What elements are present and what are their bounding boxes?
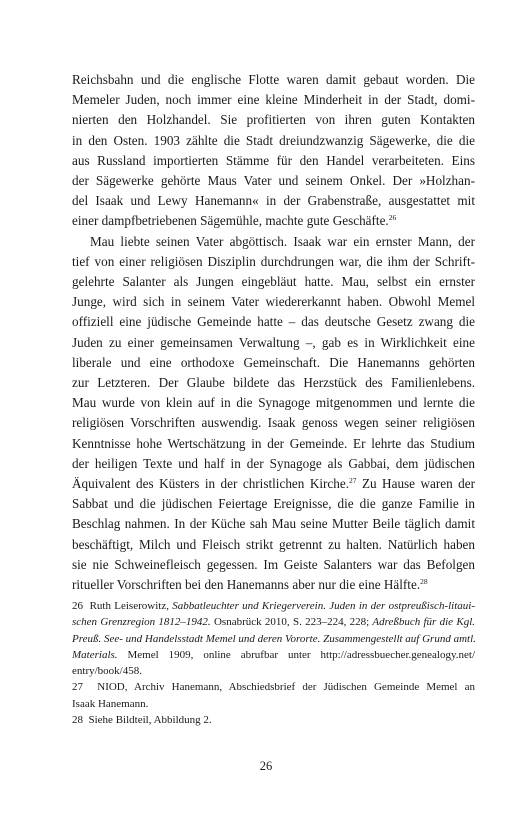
text-line: gelehrte Salanter als Jungen eingebläut hatte. Mau, selbst ein ernster (72, 274, 475, 290)
text-line: del Isaak und Lewy Hanemann« in der Grabenstraße, ausgestattet mit (72, 193, 475, 209)
text-line (72, 575, 475, 595)
text-line: Junge, wird sich in seinem Vater wiedererkannt haben. Obwohl Memel (72, 294, 475, 310)
text-fragment: Sabbatleuchter und Kriegerverein. Juden in der ostpreußisch-litaui- (172, 600, 475, 612)
footnote-ref[interactable]: 28 (420, 577, 428, 587)
text-fragment: Adreßbuch für die Kgl. (369, 616, 476, 629)
text-line (72, 474, 475, 494)
paragraph-2 (72, 232, 475, 596)
text-line: nierten den Holzhandel. Sie profitierten von ihren guten Kontakten (72, 112, 475, 128)
text-line (72, 631, 475, 647)
footnote-28 (72, 712, 475, 728)
text-fragment: Osnabrück 2010, S. 223–224, 228; (210, 616, 370, 629)
text-line (72, 679, 475, 695)
text-line: Memeler Juden, noch immer eine kleine Minderheit in der Stadt, domi- (72, 92, 475, 108)
text-line: Sabbat und die jüdischen Feiertage Ereignisse, die die ganze Familie in (72, 496, 475, 512)
text-line (72, 211, 475, 231)
text-line: sie nie Schweinefleisch gegessen. Im Geiste Salanters war das Befolgen (72, 556, 475, 572)
text-line[interactable]: entry/book/458. (72, 665, 142, 678)
text-line: religiösen Vorschriften auswendig. Isaak genoss wegen seiner religiösen (72, 415, 475, 431)
text-fragment: Materials. (72, 648, 118, 661)
text-line: Mau wurde von klein auf in die Synagoge mitgenommen und lernte die (72, 395, 475, 411)
text-line: der heiligen Texte und half in der Synagoge als Gabbai, dem jüdischen (72, 455, 475, 471)
page-number: 26 (259, 759, 273, 773)
paragraph-1 (72, 70, 475, 232)
text-line: Mau liebte seinen Vater abgöttisch. Isaak war ein ernster Mann, der (90, 233, 475, 249)
footnote-26 (72, 598, 475, 679)
text-line (72, 614, 475, 630)
text-line: aus Russland importierten Stämme für den Handel verarbeiteten. Eins (72, 152, 475, 168)
text-line: Kenntnisse hohe Wertschätzung in der Gemeinde. Er lehrte das Studium (72, 435, 475, 451)
footnote-number: 27 (72, 681, 83, 694)
main-text (72, 70, 475, 595)
text-line (72, 712, 475, 728)
text-fragment: schen Grenzregion 1812–1942. (72, 616, 211, 629)
text-line: tief von einer religiösen Disziplin durchdrungen war, die ihm der Schrift- (72, 253, 475, 269)
text-line: Reichsbahn und die englische Flotte waren damit gebaut worden. Die (72, 72, 475, 87)
text-line: in den Osten. 1903 zählte die Stadt dreiundzwanzig Sägewerke, die die (72, 132, 475, 148)
text-fragment: ritueller Vorschriften bei den Hanemanns aber nur die eine Hälfte. (72, 577, 421, 593)
text-fragment: einer dampfbetriebenen Sägemühle, machte gute Geschäfte. (72, 213, 389, 229)
footnotes (72, 598, 475, 728)
text-fragment[interactable]: Memel 1909, online abrufbar unter http://adressbuecher.genealogy.net/ (117, 648, 475, 661)
footnote-number: 28 (72, 714, 83, 727)
text-fragment: Äquivalent des Küsters in der christlichen Kirche. (72, 476, 349, 492)
footnote-27 (72, 679, 475, 712)
text-fragment: NIOD, Archiv Hanemann, Abschiedsbrief der Jüdischen Gemeinde Memel an (97, 681, 475, 694)
text-line: Juden zu einer gemeinsamen Verwaltung –, gab es in Wirklichkeit eine (72, 334, 475, 350)
footnote-number: 26 (72, 600, 83, 612)
text-line: liberale und eine orthodoxe Gemeinschaft. Die Hanemanns gehörten (72, 354, 475, 370)
text-line: Isaak Hanemann. (72, 697, 149, 710)
footnote-ref[interactable]: 27 (349, 476, 357, 486)
text-line: Beschlag nahmen. In der Küche sah Mau seine Mutter Beile täglich damit (72, 516, 475, 532)
text-fragment: Zu Hause waren der (356, 476, 475, 492)
footnote-ref[interactable]: 26 (388, 213, 397, 223)
text-line: zur Letzteren. Der Glaube bildete das Herzstück des Familienlebens. (72, 375, 475, 391)
text-line: offiziell eine jüdische Gemeinde hatte – das deutsche Gesetz zwang die (72, 314, 475, 330)
text-fragment: Siehe Bildteil, Abbildung 2. (88, 714, 212, 727)
text-fragment: Preuß. See- und Handelsstadt Memel und deren Vororte. Zusammengestellt auf Grund amtl. (72, 632, 476, 645)
text-line (72, 598, 475, 614)
text-fragment: Ruth Leiserowitz, (89, 600, 169, 612)
text-line: beschäftigt, Milch und Fleisch strikt getrennt zu halten. Natürlich haben (72, 536, 475, 552)
text-line: der Sägewerke gehörte Maus Vater und seinem Onkel. Der »Holzhan- (72, 173, 475, 189)
text-line (72, 647, 475, 663)
